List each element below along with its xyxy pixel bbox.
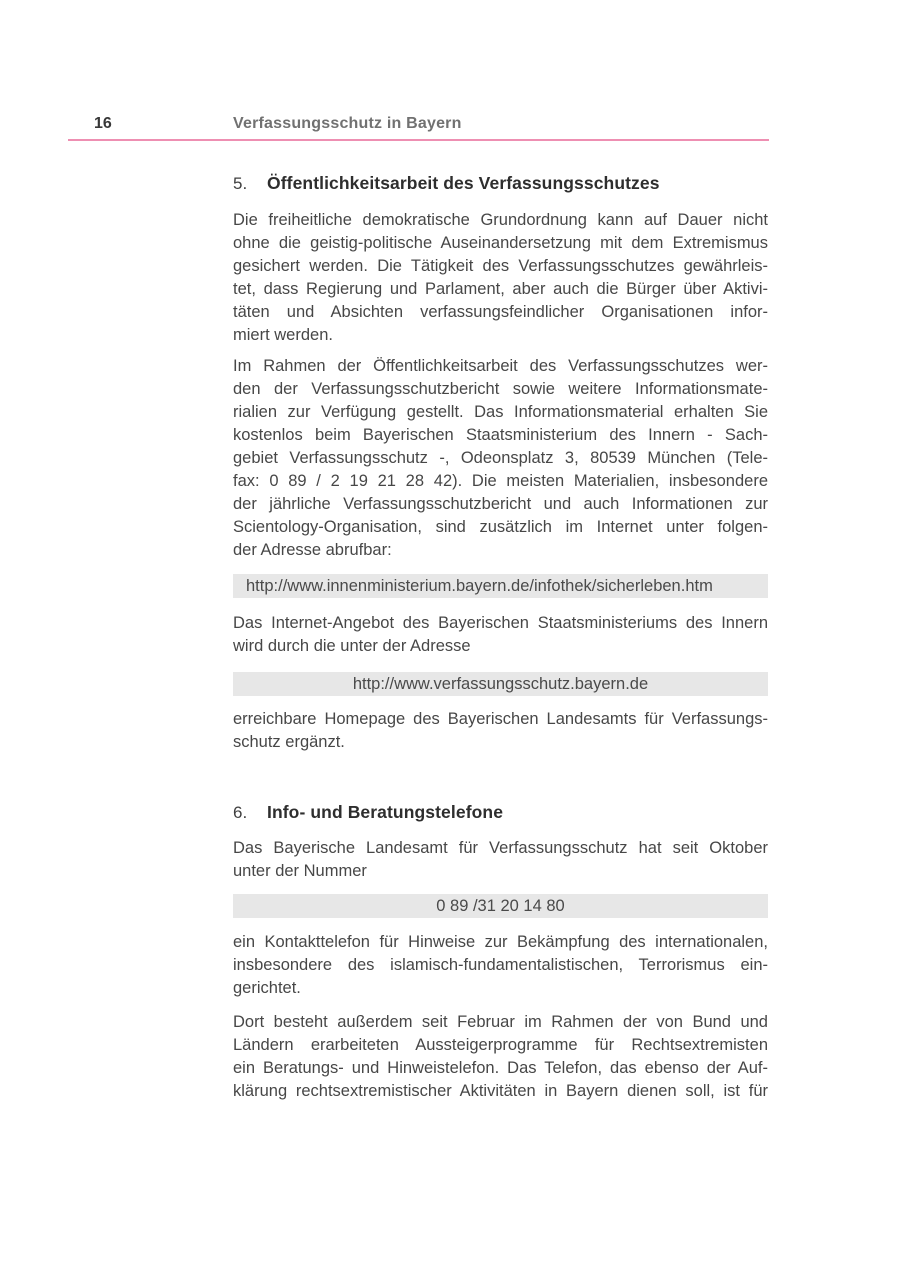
text-line: den der Verfassungsschutzbericht sowie weitere Informationsmate- bbox=[233, 380, 768, 398]
text-column bbox=[233, 173, 768, 1103]
text-line: Scientology-Organisation, sind zusätzlich im Internet unter folgen- bbox=[233, 518, 768, 536]
text-line: unter der Nummer bbox=[233, 862, 367, 880]
text-line: täten und Absichten verfassungsfeindlicher Organisationen infor- bbox=[233, 303, 768, 321]
text-line: Die freiheitliche demokratische Grundordnung kann auf Dauer nicht bbox=[233, 211, 768, 229]
text-line: insbesondere des islamisch-fundamentalistischen, Terrorismus ein- bbox=[233, 956, 768, 974]
text-line: ohne die geistig-politische Auseinandersetzung mit dem Extremismus bbox=[233, 234, 768, 252]
text-line: ein Kontakttelefon für Hinweise zur Bekämpfung des internationalen, bbox=[233, 933, 768, 951]
text-line: erreichbare Homepage des Bayerischen Landesamts für Verfassungs- bbox=[233, 710, 768, 728]
section-5-title: Öffentlichkeitsarbeit des Verfassungsschutzes bbox=[267, 173, 660, 193]
section-5-paragraph-3 bbox=[233, 612, 768, 658]
text-line: fax: 0 89 / 2 19 21 28 42). Die meisten Materialien, insbesondere bbox=[233, 472, 768, 490]
text-line: kostenlos beim Bayerischen Staatsministerium des Innern - Sach- bbox=[233, 426, 768, 444]
text-line: gebiet Verfassungsschutz -, Odeonsplatz 3, 80539 München (Tele- bbox=[233, 449, 768, 467]
url-text: http://www.verfassungsschutz.bayern.de bbox=[352, 675, 649, 693]
section-5-paragraph-4 bbox=[233, 708, 768, 754]
running-header-title: Verfassungsschutz in Bayern bbox=[233, 115, 462, 132]
text-line: gerichtet. bbox=[233, 979, 301, 997]
text-line: der jährliche Verfassungsschutzbericht und auch Informationen zur bbox=[233, 495, 768, 513]
section-6 bbox=[233, 802, 768, 1103]
text-line: Im Rahmen der Öffentlichkeitsarbeit des Verfassungsschutzes wer- bbox=[233, 357, 768, 375]
text-line: gesichert werden. Die Tätigkeit des Verfassungsschutzes gewährleis- bbox=[233, 257, 768, 275]
text-line: wird durch die unter der Adresse bbox=[233, 637, 471, 655]
section-5-paragraph-1 bbox=[233, 209, 768, 347]
url-highlight-box-verfassungsschutz bbox=[233, 672, 768, 696]
text-line: tet, dass Regierung und Parlament, aber auch die Bürger über Aktivi- bbox=[233, 280, 768, 298]
text-line: Dort besteht außerdem seit Februar im Rahmen der von Bund und bbox=[233, 1013, 768, 1031]
section-6-title: Info- und Beratungstelefone bbox=[267, 802, 504, 822]
section-5-paragraph-2 bbox=[233, 355, 768, 562]
text-line: Das Internet-Angebot des Bayerischen Staatsministeriums des Innern bbox=[233, 614, 768, 632]
url-highlight-box-innenministerium bbox=[233, 574, 768, 598]
url-text: http://www.innenministerium.bayern.de/infothek/sicherleben.htm bbox=[246, 577, 713, 595]
page-header bbox=[68, 110, 769, 141]
text-line: schutz ergänzt. bbox=[233, 733, 345, 751]
text-line: miert werden. bbox=[233, 326, 333, 344]
text-line: Ländern erarbeiteten Aussteigerprogramme für Rechtsextremisten bbox=[233, 1036, 768, 1054]
text-line: klärung rechtsextremistischer Aktivitäten in Bayern dienen soll, ist für bbox=[233, 1082, 768, 1100]
text-line: ein Beratungs- und Hinweistelefon. Das Telefon, das ebenso der Auf- bbox=[233, 1059, 768, 1077]
section-6-paragraph-1 bbox=[233, 837, 768, 883]
phone-number-highlight-box bbox=[233, 894, 768, 918]
section-6-paragraph-3 bbox=[233, 1011, 768, 1103]
section-5-number: 5. bbox=[233, 174, 248, 193]
section-6-heading bbox=[233, 802, 768, 823]
text-line: der Adresse abrufbar: bbox=[233, 541, 392, 559]
text-line: rialien zur Verfügung gestellt. Das Informationsmaterial erhalten Sie bbox=[233, 403, 768, 421]
text-line: Das Bayerische Landesamt für Verfassungsschutz hat seit Oktober bbox=[233, 839, 768, 857]
page-number: 16 bbox=[94, 115, 112, 132]
section-6-paragraph-2 bbox=[233, 931, 768, 1000]
section-5-heading bbox=[233, 173, 768, 194]
section-6-number: 6. bbox=[233, 803, 248, 822]
phone-number-text: 0 89 /31 20 14 80 bbox=[436, 897, 565, 915]
